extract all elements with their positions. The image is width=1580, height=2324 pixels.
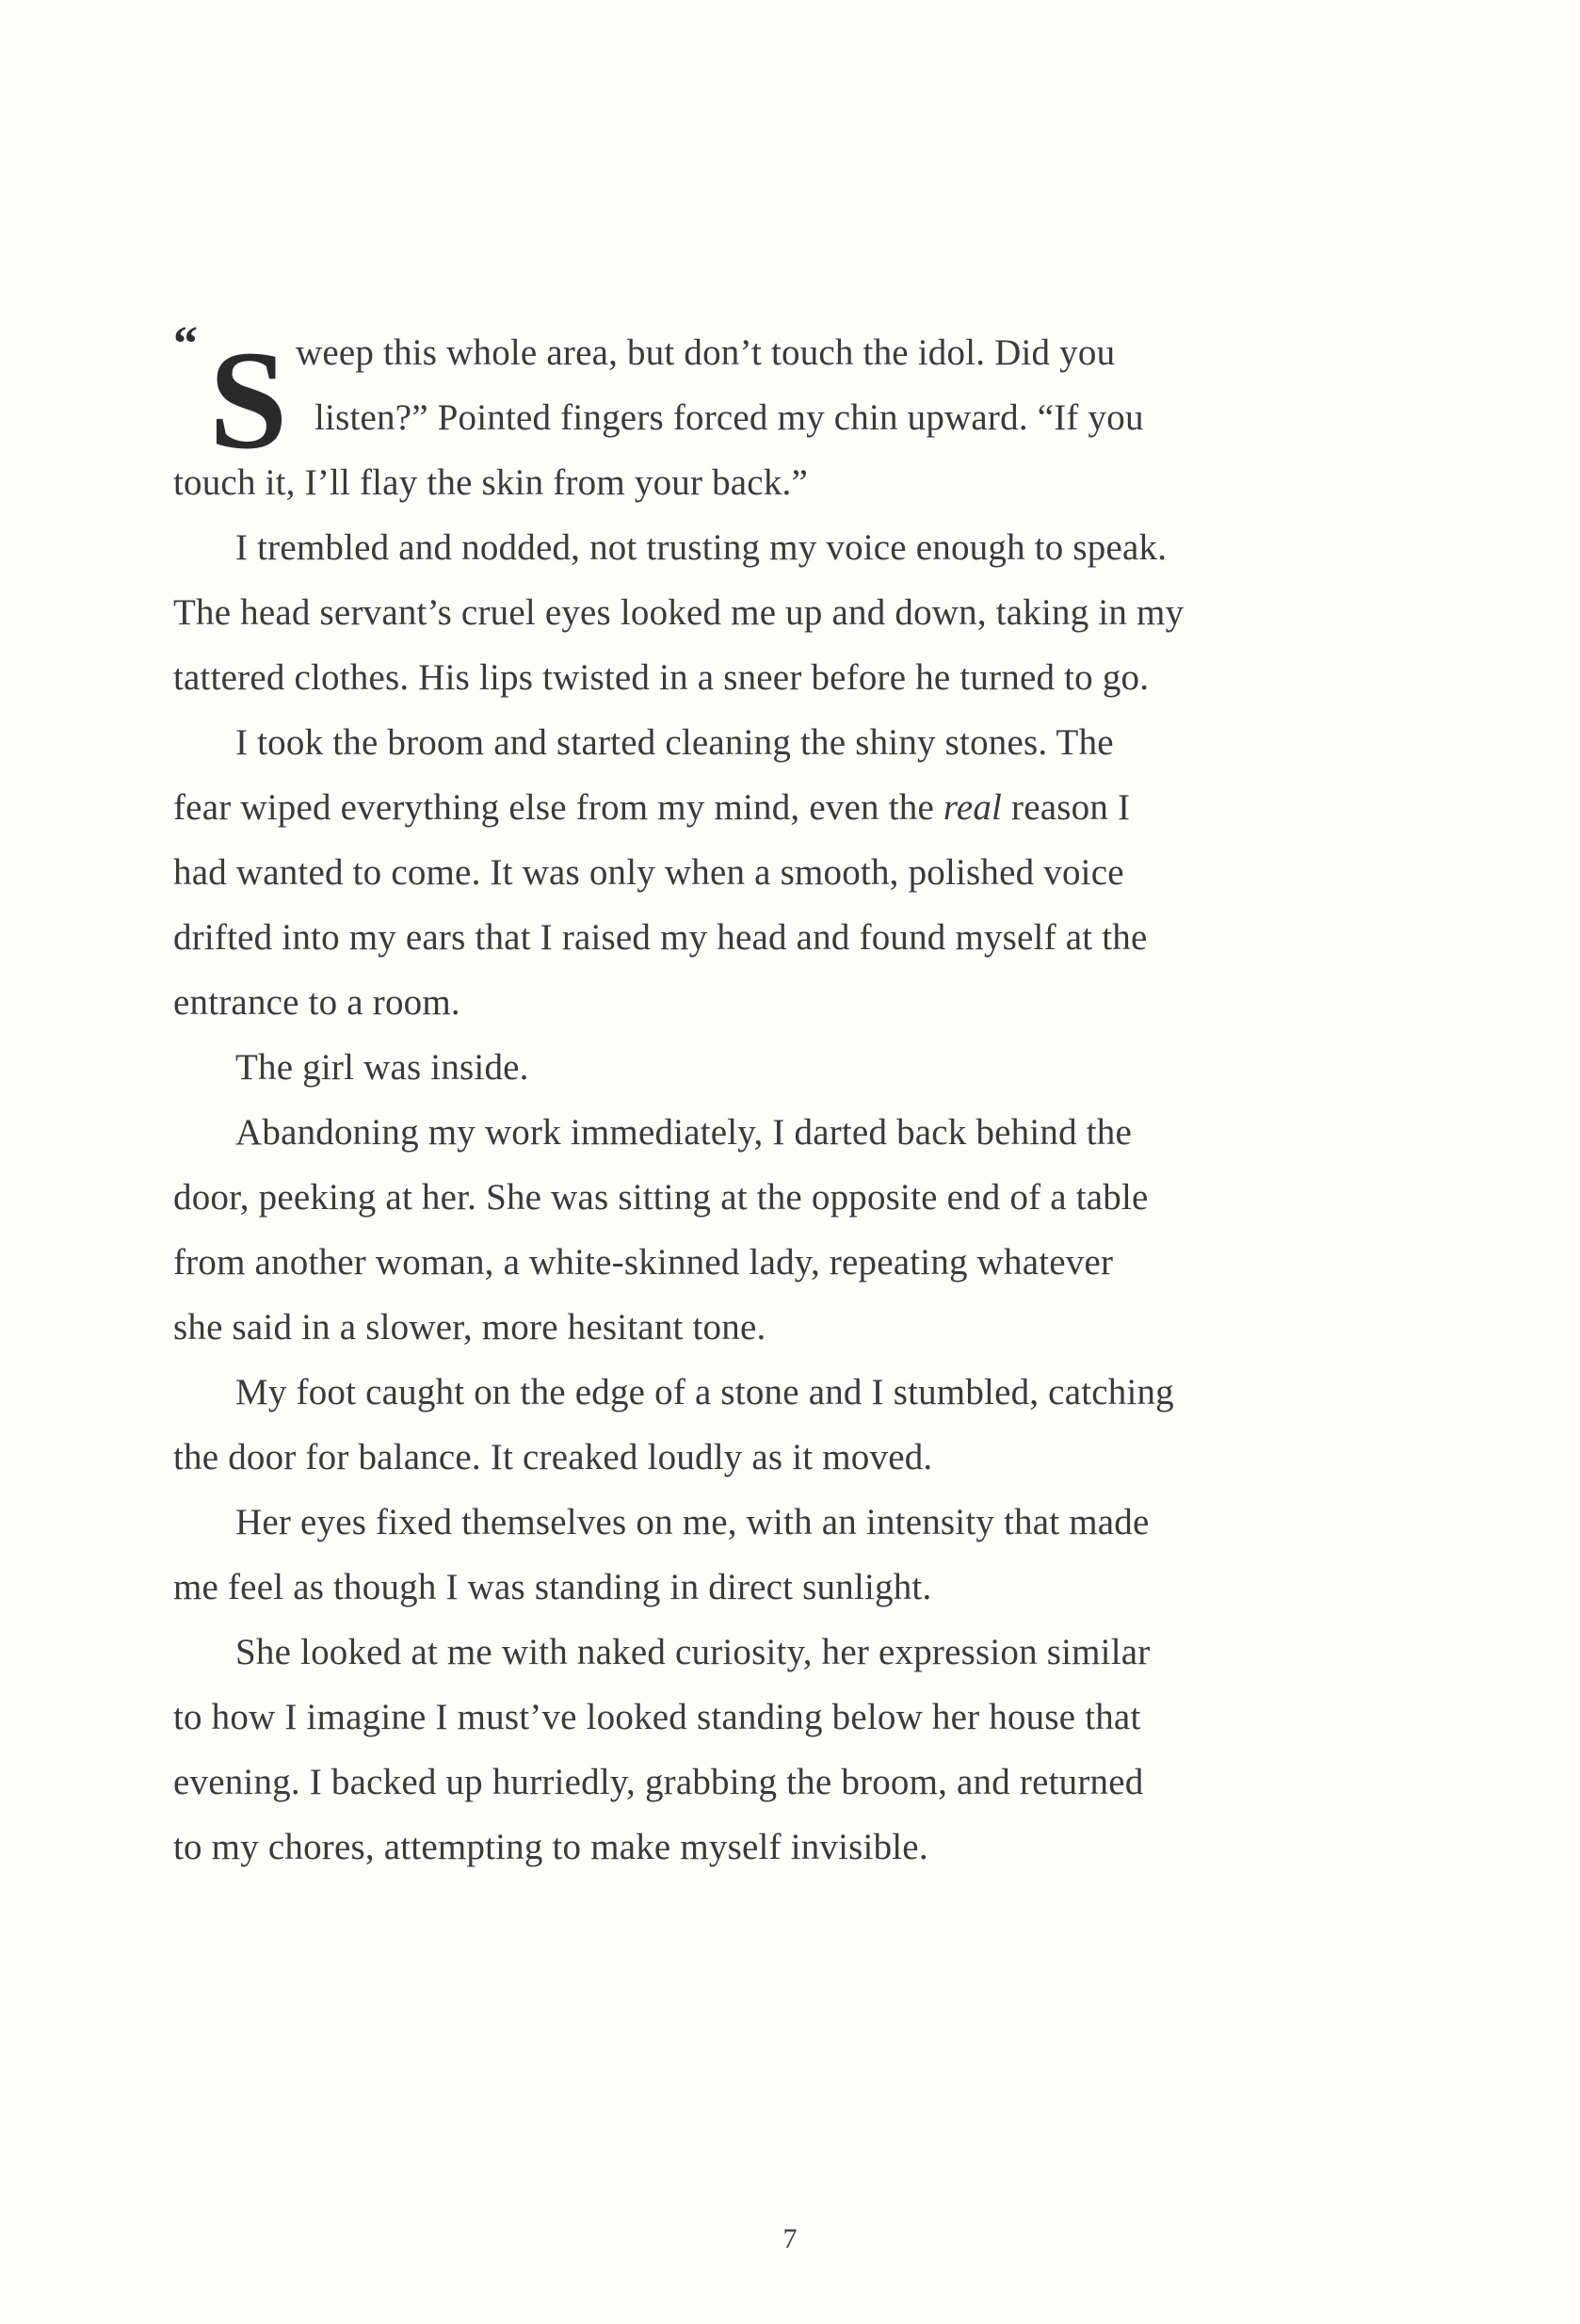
text-line: tattered clothes. His lips twisted in a sneer before he turned to go. xyxy=(173,657,1150,698)
text-line: evening. I backed up hurriedly, grabbing the broom, and returned xyxy=(173,1762,1144,1802)
paragraph-2 xyxy=(173,515,1426,710)
opening-quote-mark: “ xyxy=(173,317,199,371)
text-line: The girl was inside. xyxy=(235,1047,529,1088)
text-line: The head servant’s cruel eyes looked me up and down, taking in my xyxy=(173,592,1185,633)
text-line: entrance to a room. xyxy=(173,982,460,1023)
text-fragment: reason I xyxy=(1002,787,1131,828)
emphasized-word: real xyxy=(943,787,1003,828)
text-line: Her eyes fixed themselves on me, with an intensity that made xyxy=(235,1502,1150,1542)
text-line: the door for balance. It creaked loudly as it moved. xyxy=(173,1437,933,1477)
text-line: me feel as though I was standing in direct sunlight. xyxy=(173,1567,932,1607)
text-fragment: fear wiped everything else from my mind, even the xyxy=(173,787,943,828)
body-text xyxy=(173,317,1426,1880)
paragraph-7 xyxy=(173,1490,1426,1620)
text-line: drifted into my ears that I raised my head and found myself at the xyxy=(173,917,1148,958)
page-number: 7 xyxy=(782,2223,798,2254)
text-line: I took the broom and started cleaning the shiny stones. The xyxy=(235,722,1114,763)
text-line: listen?” Pointed fingers forced my chin upward. “If you xyxy=(314,397,1144,438)
text-line: to how I imagine I must’ve looked standing below her house that xyxy=(173,1697,1141,1737)
text-line: My foot caught on the edge of a stone and I stumbled, catching xyxy=(235,1372,1174,1412)
paragraph-1 xyxy=(173,317,1426,515)
text-line: I trembled and nodded, not trusting my voice enough to speak. xyxy=(235,527,1168,568)
text-line: had wanted to come. It was only when a smooth, polished voice xyxy=(173,852,1124,893)
text-line: to my chores, attempting to make myself invisible. xyxy=(173,1827,928,1867)
paragraph-3 xyxy=(173,710,1426,1035)
text-line: Abandoning my work immediately, I darted back behind the xyxy=(235,1112,1132,1153)
text-line: door, peeking at her. She was sitting at the opposite end of a table xyxy=(173,1177,1149,1218)
paragraph-5 xyxy=(173,1100,1426,1360)
text-line: touch it, I’ll flay the skin from your back.” xyxy=(173,462,808,503)
text-line: She looked at me with naked curiosity, her expression similar xyxy=(235,1632,1151,1672)
text-line: she said in a slower, more hesitant tone. xyxy=(173,1307,766,1348)
paragraph-6 xyxy=(173,1360,1426,1490)
text-line: from another woman, a white-skinned lady, repeating whatever xyxy=(173,1242,1114,1283)
drop-cap-letter: S xyxy=(209,322,288,478)
paragraph-4 xyxy=(173,1035,1426,1100)
opening-lines xyxy=(173,317,1426,478)
text-line: weep this whole area, but don’t touch the idol. Did you xyxy=(296,332,1116,373)
paragraph-8 xyxy=(173,1620,1426,1880)
text-line xyxy=(173,775,1426,840)
